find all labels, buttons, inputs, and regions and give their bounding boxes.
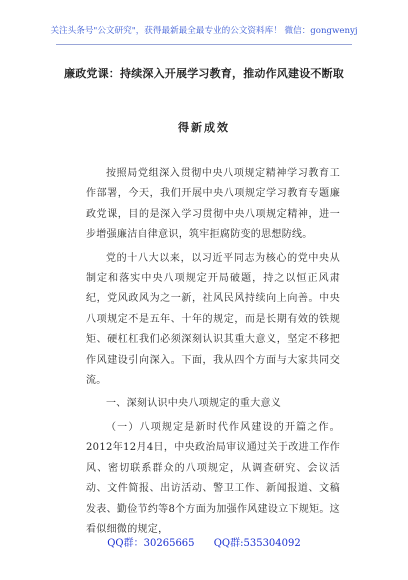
header-promo-note: 关注头条号"公文研究"，获得最新最全最专业的公文资料库！ 微信：gongwenyj [50, 26, 358, 36]
section-heading-1: 一、深刻认识中央八项规定的重大意义 [106, 398, 282, 410]
footer-qq-group-2: QQ群:535304092 [213, 538, 301, 549]
document-body [86, 164, 340, 543]
paragraph-section-1-1: （一）八项规定是新时代作风建设的开篇之作。2012年12月4日，中央政治局审议通过关于改进工作作风、密切联系群众的八项规定，从调查研究、会议活动、文件简报、出访活动、警卫工作、新闻报道、文稿发表、勤俭节约等8个方面为加强作风建设立下规矩。这看似细微的规定， [86, 421, 340, 535]
footer-qq-group-1: QQ群：30265665 [107, 538, 195, 549]
document-title-line1: 廉政党课：持续深入开展学习教育，推动作风建设不断取 [64, 67, 344, 80]
document-title-line2: 得新成效 [178, 121, 230, 134]
footer-qq-groups [0, 534, 408, 549]
paragraph-background: 党的十八大以来，以习近平同志为核心的党中央从制定和落实中央八项规定开局破题，持之以恒正风肃纪，党风政风为之一新，社风民风持续向上向善。中央八项规定不是五年、十年的规定，而是长期有效的铁规矩、硬杠杠我们必须深刻认识其重大意义，坚定不移把作风建设引向深入。下面，我从四个方面与大家共同交流。 [86, 252, 340, 387]
paragraph-intro: 按照局党组深入贯彻中央八项规定精神学习教育工作部署，今天，我们开展中央八项规定学习教育专题廉政党课，目的是深入学习贯彻中央八项规定精神，进一步增强廉洁自律意识，筑牢拒腐防变的思想防线。 [86, 168, 340, 241]
header-divider [56, 44, 352, 45]
